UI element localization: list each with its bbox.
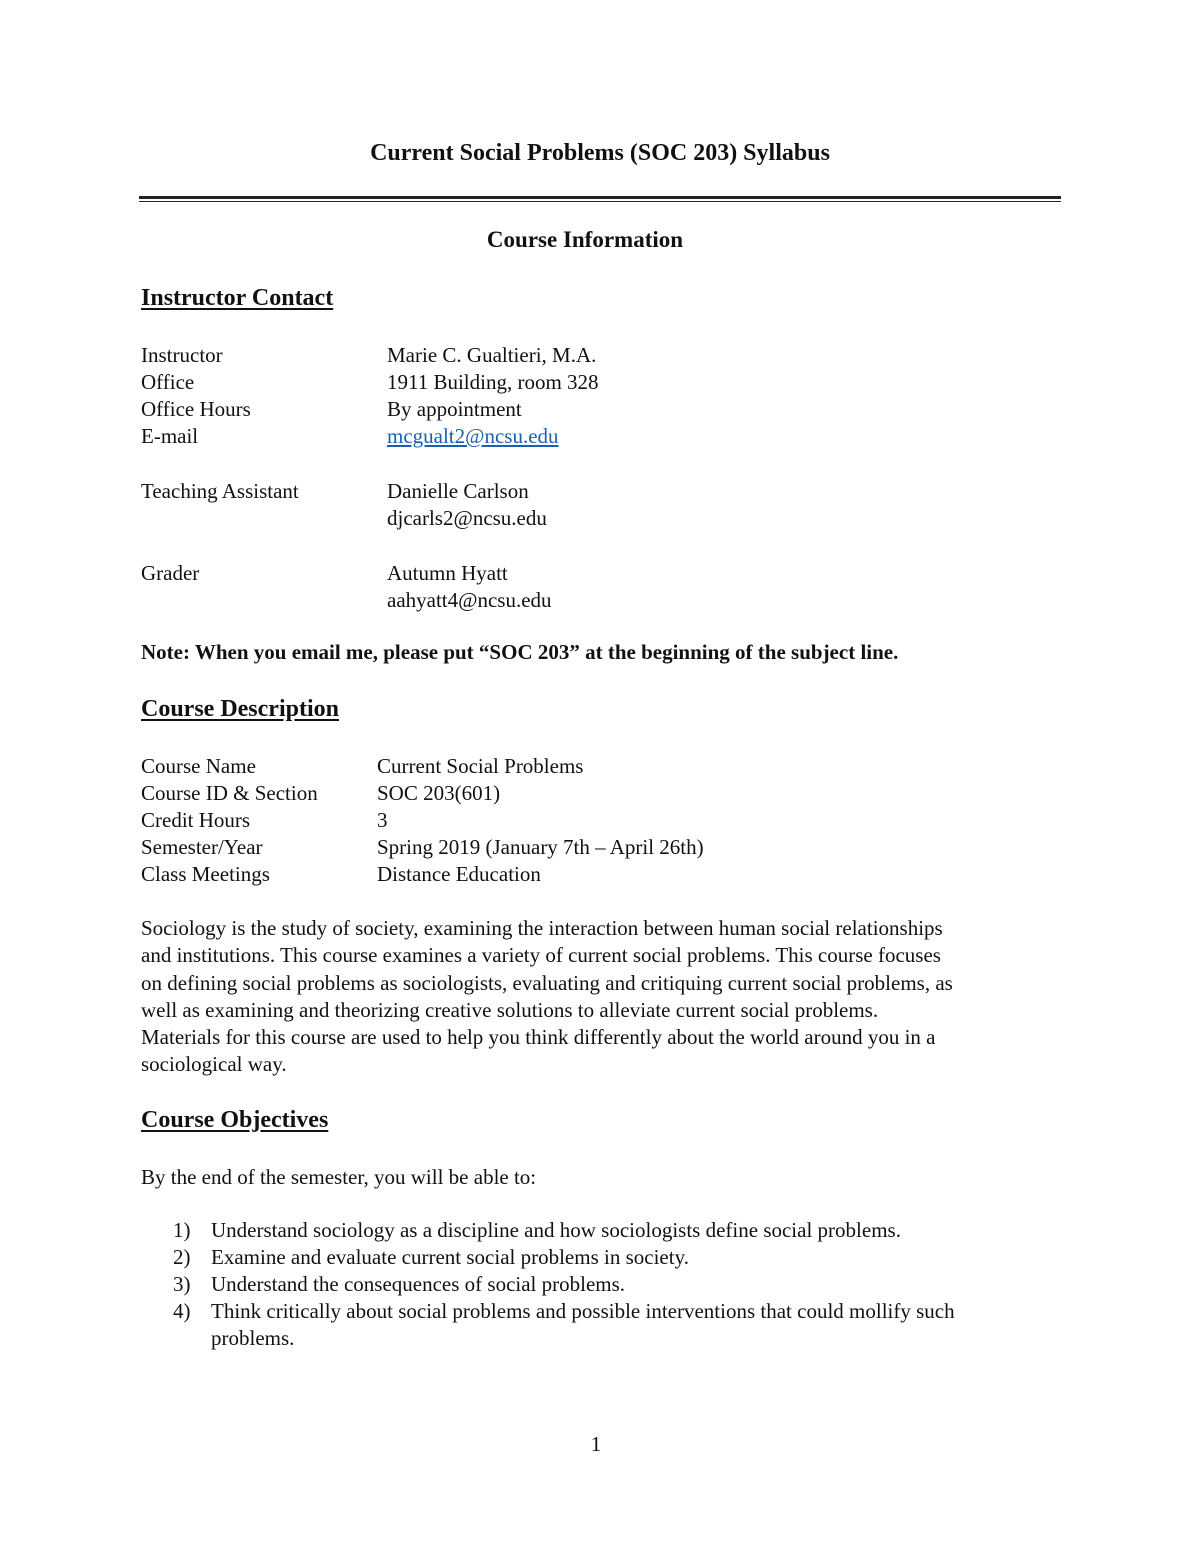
title-divider (139, 196, 1061, 202)
grader-email: aahyatt4@ncsu.edu (387, 588, 552, 612)
objective-text: Understand the consequences of social problems. (211, 1272, 626, 1296)
contact-label: Teaching Assistant (141, 479, 299, 503)
instructor-contact-heading: Instructor Contact (141, 285, 334, 311)
course-label: Credit Hours (141, 808, 251, 832)
course-row-id-section (141, 780, 501, 807)
contact-row-teaching-assistant (141, 478, 529, 505)
contact-value: 1911 Building, room 328 (387, 370, 599, 394)
paragraph-line: sociological way. (141, 1052, 287, 1077)
objective-number: 1) (173, 1218, 191, 1242)
course-value: Spring 2019 (January 7th – April 26th) (377, 835, 704, 859)
section-subtitle: Course Information (486, 227, 684, 252)
course-label: Course Name (141, 754, 256, 778)
contact-label: Office (141, 370, 195, 394)
objectives-intro-text: By the end of the semester, you will be able to: (141, 1165, 537, 1189)
ta-email: djcarls2@ncsu.edu (387, 506, 547, 530)
course-row-semester (141, 834, 704, 861)
email-note: Note: When you email me, please put “SOC 203” at the beginning of the subject line. (141, 640, 899, 664)
course-label: Class Meetings (141, 862, 270, 886)
course-value: SOC 203(601) (377, 781, 501, 805)
contact-row-office-hours (141, 396, 522, 423)
paragraph-line: well as examining and theorizing creative solutions to alleviate current social problems. (141, 997, 879, 1022)
objective-text: Think critically about social problems and possible interventions that could mollify such (211, 1299, 955, 1323)
course-row-name (141, 753, 584, 780)
course-description-heading: Course Description (141, 696, 339, 722)
grader-name: Autumn Hyatt (387, 561, 508, 585)
objectives-intro (141, 1164, 536, 1191)
course-label: Course ID & Section (141, 781, 318, 805)
objective-text: Understand sociology as a discipline and how sociologists define social problems. (211, 1218, 901, 1242)
course-value: 3 (377, 808, 388, 832)
course-row-class-meetings (141, 861, 541, 888)
contact-row-instructor (141, 342, 597, 369)
objective-number: 4) (173, 1299, 191, 1323)
objective-text: problems. (211, 1326, 295, 1351)
course-value: Distance Education (377, 862, 541, 886)
contact-row-office (141, 369, 599, 396)
course-objectives-heading: Course Objectives (141, 1107, 329, 1133)
paragraph-line: and institutions. This course examines a variety of current social problems. This course focuses (141, 943, 941, 968)
contact-label: Grader (141, 561, 200, 585)
objective-number: 2) (173, 1245, 191, 1269)
contact-label: E-mail (141, 424, 199, 448)
course-value: Current Social Problems (377, 754, 584, 778)
contact-value: Marie C. Gualtieri, M.A. (387, 343, 597, 367)
contact-label: Office Hours (141, 397, 251, 421)
contact-row-grader (141, 560, 508, 587)
paragraph-line: Materials for this course are used to help you think differently about the world around you in a (141, 1025, 936, 1050)
contact-label: Instructor (141, 343, 223, 367)
contact-row-email (141, 423, 559, 450)
page-number: 1 (590, 1432, 602, 1456)
ta-name: Danielle Carlson (387, 479, 529, 503)
instructor-email-link[interactable]: mcgualt2@ncsu.edu (387, 424, 559, 448)
course-label: Semester/Year (141, 835, 263, 859)
paragraph-line: on defining social problems as sociologists, evaluating and critiquing current social problems, as (141, 970, 953, 995)
document-title: Current Social Problems (SOC 203) Syllabus (370, 140, 830, 166)
objective-text: Examine and evaluate current social problems in society. (211, 1245, 689, 1269)
contact-value: By appointment (387, 397, 522, 421)
paragraph-line: Sociology is the study of society, examining the interaction between human social relationships (141, 916, 943, 940)
course-row-credit-hours (141, 807, 388, 834)
course-description-paragraph (141, 915, 1061, 1079)
objective-number: 3) (173, 1272, 191, 1296)
